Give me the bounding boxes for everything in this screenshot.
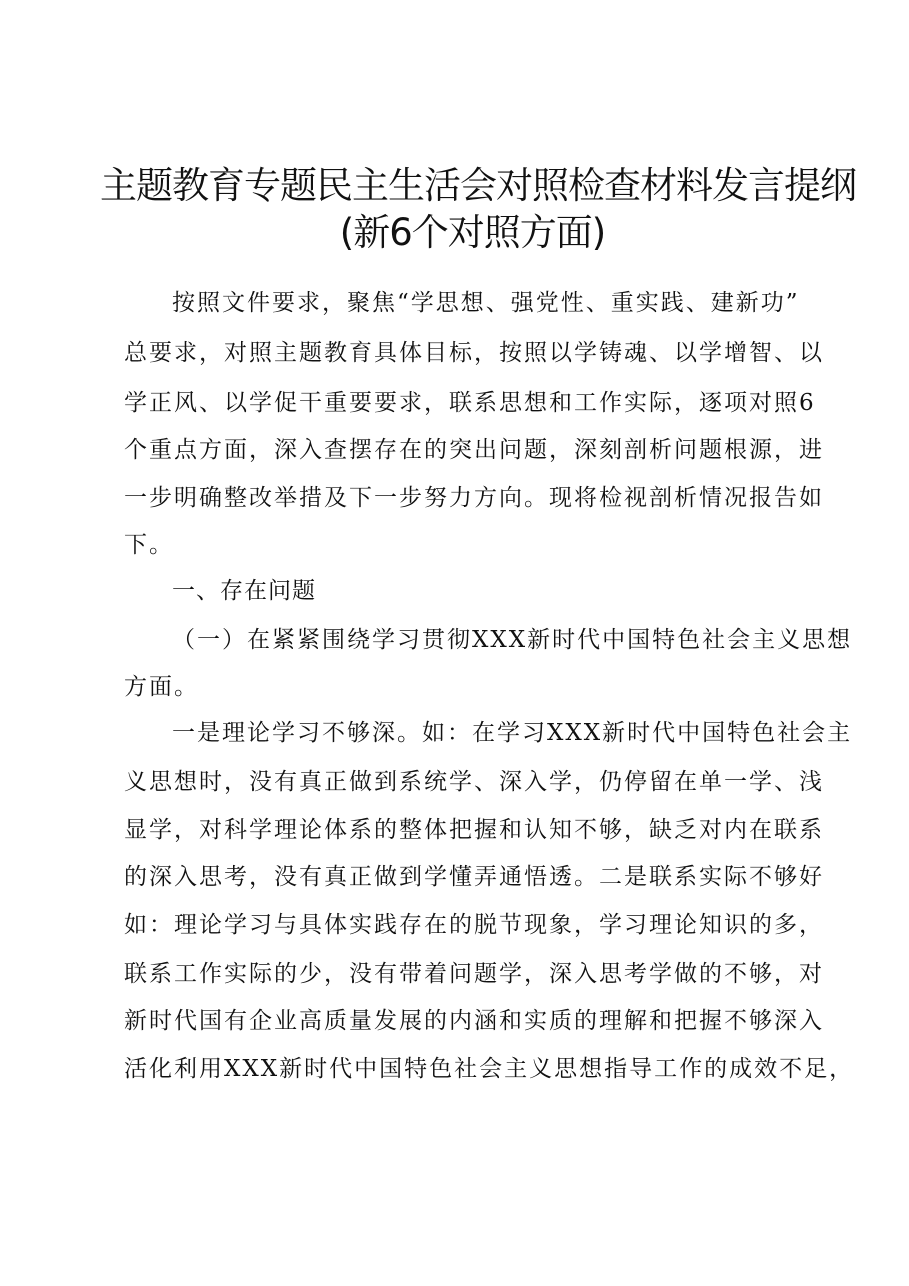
paragraph-line: 一是理论学习不够深。如：在学习XXX新时代中国特色社会主 xyxy=(172,720,853,746)
paragraph-line: 活化利用XXX新时代中国特色社会主义思想指导工作的成效不足， xyxy=(124,1056,855,1082)
document-title: 主题教育专题民主生活会对照检查材料发言提纲 xyxy=(100,164,856,207)
section-heading: 一、存在问题 xyxy=(172,578,316,604)
intro-line: 个重点方面，深入查摆存在的突出问题，深刻剖析问题根源，进 xyxy=(124,437,824,463)
intro-line: 下。 xyxy=(124,532,174,558)
intro-line: 总要求，对照主题教育具体目标，按照以学铸魂、以学增智、以 xyxy=(124,340,824,366)
subsection-line: （一）在紧紧围绕学习贯彻XXX新时代中国特色社会主义思想 xyxy=(172,627,853,653)
paragraph-line: 新时代国有企业高质量发展的内涵和实质的理解和把握不够深入 xyxy=(124,1008,824,1034)
intro-line: 按照文件要求，聚焦“学思想、强党性、重实践、建新功” xyxy=(172,290,800,316)
paragraph-line: 义思想时，没有真正做到系统学、深入学，仍停留在单一学、浅 xyxy=(124,769,824,795)
paragraph-line: 的深入思考，没有真正做到学懂弄通悟透。二是联系实际不够好 xyxy=(124,864,824,890)
subsection-line: 方面。 xyxy=(124,674,199,700)
intro-line: 一步明确整改举措及下一步努力方向。现将检视剖析情况报告如 xyxy=(124,485,824,511)
paragraph-line: 显学，对科学理论体系的整体把握和认知不够，缺乏对内在联系 xyxy=(124,817,824,843)
paragraph-line: 如：理论学习与具体实践存在的脱节现象，学习理论知识的多， xyxy=(124,912,824,938)
document-subtitle: (新6个对照方面) xyxy=(339,211,606,254)
intro-line: 学正风、以学促干重要要求，联系思想和工作实际，逐项对照6 xyxy=(124,390,816,416)
paragraph-line: 联系工作实际的少，没有带着问题学，深入思考学做的不够，对 xyxy=(124,961,824,987)
